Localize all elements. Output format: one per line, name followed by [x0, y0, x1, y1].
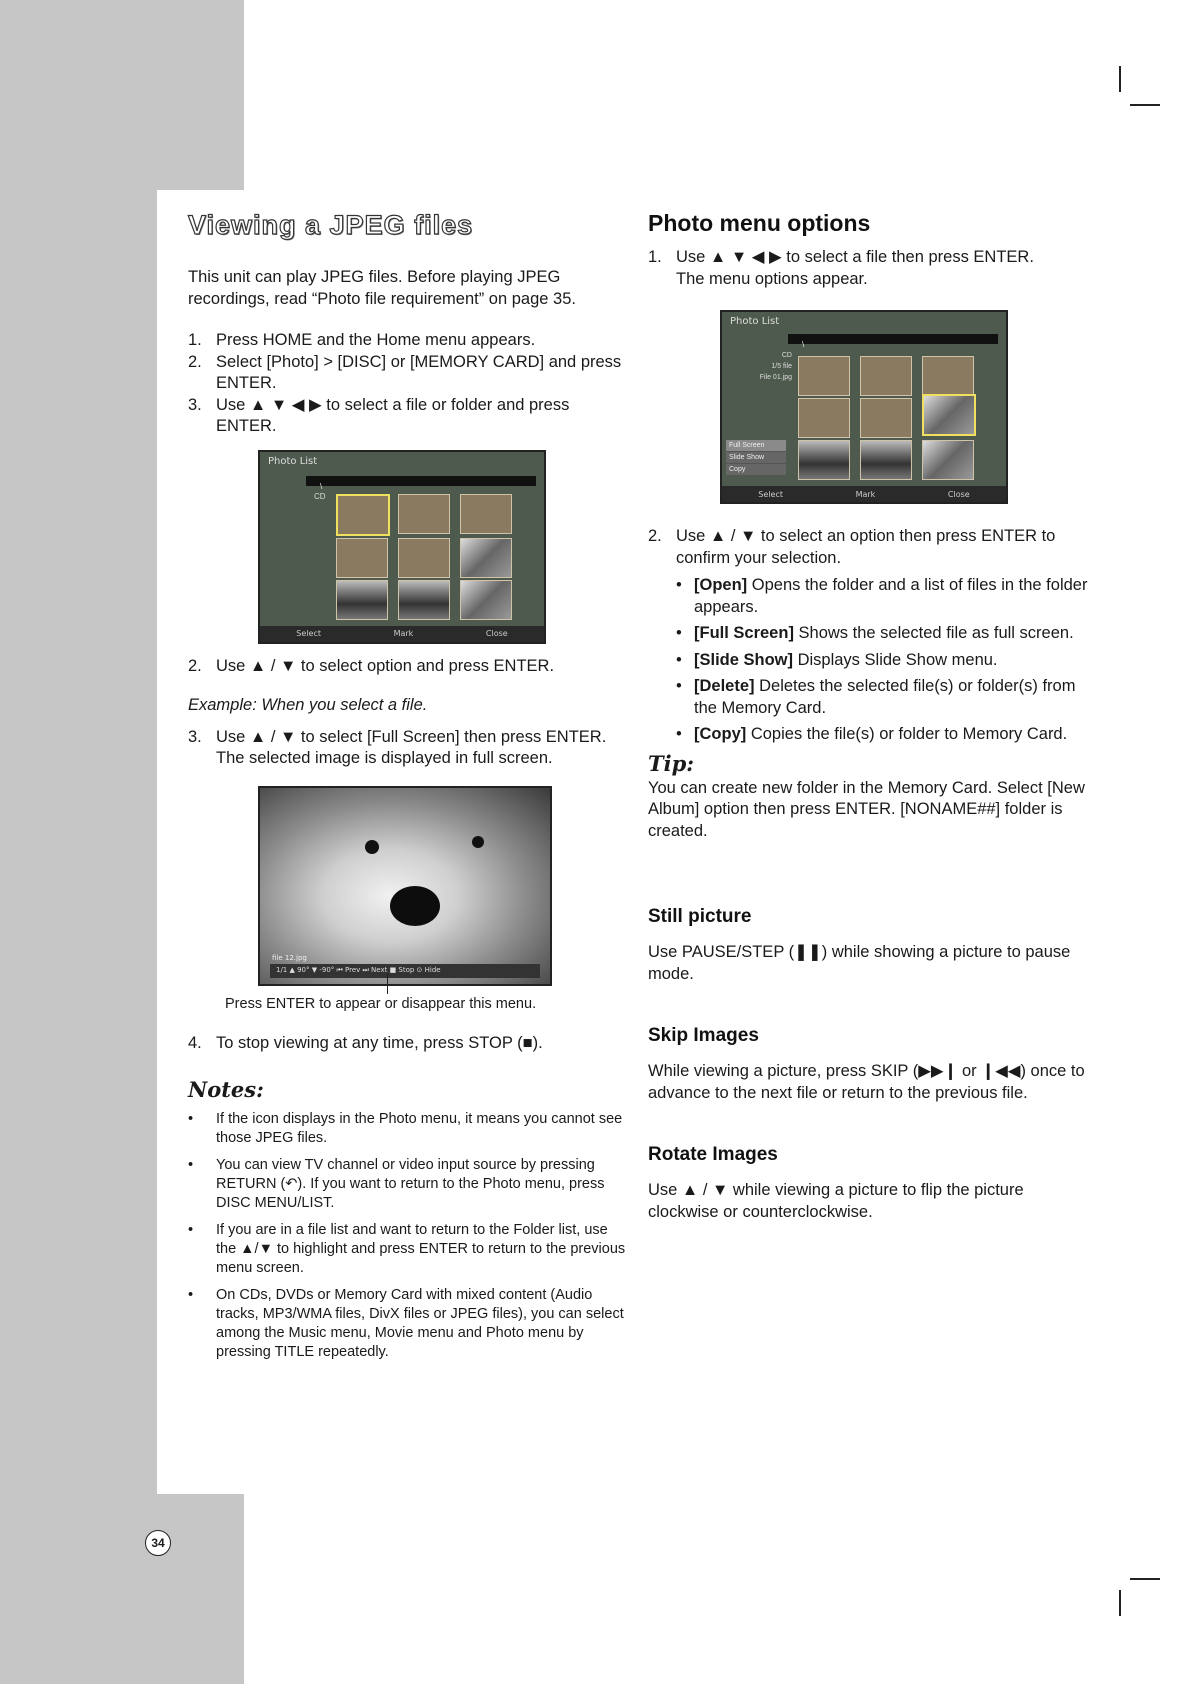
screen-info: CD 1/5 file File 01.jpg	[759, 352, 792, 381]
screen-header: Photo List	[730, 316, 780, 327]
crop-mark	[1119, 66, 1121, 92]
note-item: • If you are in a file list and want to return to the Folder list, use the ▲/▼ to highlight and press ENTER to return to the previous menu screen.	[188, 1221, 628, 1278]
step-text: Use ▲ ▼ ◀ ▶ to select a file or folder and press ENTER.	[216, 395, 570, 435]
step-text: Press HOME and the Home menu appears.	[216, 331, 536, 349]
folder-thumb	[922, 356, 974, 396]
menu-option: Copy	[726, 464, 786, 476]
notes-title: Notes:	[188, 1076, 264, 1102]
screen-drive: CD	[314, 491, 326, 501]
step-item	[188, 330, 628, 352]
step-item	[188, 352, 628, 395]
photo-thumb	[798, 440, 850, 480]
folder-thumb	[860, 398, 912, 438]
steps-list	[188, 1033, 628, 1055]
skip-images-title: Skip Images	[648, 1025, 759, 1046]
page-number: 34	[145, 1530, 171, 1556]
option-item: • [Full Screen] Shows the selected file as full screen.	[648, 623, 1088, 645]
steps-list	[188, 656, 628, 678]
photo-thumb	[460, 580, 512, 620]
steps-list	[648, 247, 1088, 290]
menu-option: Slide Show	[726, 452, 786, 464]
note-item: • If the icon displays in the Photo menu, it means you cannot see those JPEG files.	[188, 1110, 628, 1148]
screen-path: \	[306, 476, 536, 486]
crop-mark	[1130, 104, 1160, 106]
step-number: 2.	[188, 352, 202, 371]
note-item: • You can view TV channel or video input source by pressing RETURN (↶). If you want to return to the Photo menu, press DISC MENU/LIST.	[188, 1156, 628, 1213]
step-item: 1. Use ▲ ▼ ◀ ▶ to select a file then press ENTER. The menu options appear.	[648, 248, 1034, 288]
option-item: • [Open] Opens the folder and a list of files in the folder appears.	[648, 575, 1088, 618]
photo-menu-title: Photo menu options	[648, 210, 871, 236]
steps-list	[188, 330, 628, 438]
folder-thumb	[398, 494, 450, 534]
photo-thumb	[336, 580, 388, 620]
intro-text: This unit can play JPEG files. Before playing JPEG recordings, read “Photo file requirement” on page 35.	[188, 268, 576, 308]
folder-thumb	[398, 538, 450, 578]
skip-images-text: While viewing a picture, press SKIP (▶▶❙ or ❙◀◀) once to advance to the next file or return to the previous file.	[648, 1062, 1085, 1102]
folder-thumb	[336, 494, 390, 536]
step-item: 2. Use ▲ / ▼ to select option and press ENTER.	[188, 656, 555, 675]
step-item: 4. To stop viewing at any time, press STOP (■).	[188, 1034, 543, 1052]
photo-thumb	[922, 394, 976, 436]
folder-thumb	[336, 538, 388, 578]
notes-list	[188, 1110, 628, 1362]
photo-thumb	[398, 580, 450, 620]
option-item: • [Delete] Deletes the selected file(s) or folder(s) from the Memory Card.	[648, 676, 1088, 719]
screen-path: \	[788, 334, 998, 344]
steps-list	[188, 727, 628, 770]
still-picture-text: Use PAUSE/STEP (❚❚) while showing a picture to pause mode.	[648, 943, 1071, 983]
folder-thumb	[860, 356, 912, 396]
steps-list	[648, 526, 1088, 569]
folder-thumb	[798, 398, 850, 438]
photo-thumb	[922, 440, 974, 480]
step-item	[188, 395, 628, 438]
folder-thumb	[798, 356, 850, 396]
playback-control-bar: 1/1 ▲ 90° ▼ -90° ⏮ Prev ⏭ Next ■ Stop ⊙ Hide	[270, 964, 540, 978]
file-name: file 12.jpg	[272, 953, 307, 962]
step-text: Select [Photo] > [DISC] or [MEMORY CARD] and press ENTER.	[216, 352, 622, 392]
rotate-images-title: Rotate Images	[648, 1144, 778, 1165]
photo-thumb	[860, 440, 912, 480]
example-text: Example: When you select a file.	[188, 696, 428, 714]
photo-options-screenshot	[720, 310, 1008, 504]
rotate-images-text: Use ▲ / ▼ while viewing a picture to flip the picture clockwise or counterclockwise.	[648, 1181, 1024, 1221]
tip-title: Tip:	[648, 750, 695, 776]
option-item: • [Copy] Copies the file(s) or folder to Memory Card.	[648, 724, 1088, 746]
right-column	[648, 210, 1088, 1223]
figure-caption: Press ENTER to appear or disappear this menu.	[225, 995, 537, 1012]
step-number: 3.	[188, 395, 202, 414]
photo-thumb	[460, 538, 512, 578]
screen-footer: Select Mark Close	[722, 486, 1006, 502]
page-title: Viewing a JPEG files	[188, 210, 474, 240]
step-item: 2. Use ▲ / ▼ to select an option then press ENTER to confirm your selection.	[648, 527, 1056, 567]
step-number: 1.	[188, 331, 202, 349]
pointer-line	[387, 974, 388, 994]
still-picture-title: Still picture	[648, 906, 752, 927]
folder-thumb	[460, 494, 512, 534]
fullscreen-photo	[258, 786, 552, 986]
photo-list-screenshot	[258, 450, 546, 644]
menu-option: Full Screen	[726, 440, 786, 452]
screen-header: Photo List	[268, 455, 318, 467]
left-column	[188, 210, 628, 1370]
options-menu	[726, 440, 786, 476]
crop-mark	[1119, 1590, 1121, 1616]
options-list	[648, 575, 1088, 746]
step-item: 3. Use ▲ / ▼ to select [Full Screen] then press ENTER. The selected image is displayed in full screen.	[188, 727, 607, 767]
fullscreen-figure	[188, 786, 628, 996]
option-item: • [Slide Show] Displays Slide Show menu.	[648, 650, 1088, 672]
tip-text: You can create new folder in the Memory Card. Select [New Album] option then press ENTER. [NONAME##] folder is created.	[648, 778, 1085, 840]
screen-footer: Select Mark Close	[260, 626, 544, 642]
note-item: • On CDs, DVDs or Memory Card with mixed content (Audio tracks, MP3/WMA files, DivX files or JPEG files), you can select among the Music menu, Movie menu and Photo menu by pressing TITLE repeatedly.	[188, 1286, 628, 1362]
crop-mark	[1130, 1578, 1160, 1580]
